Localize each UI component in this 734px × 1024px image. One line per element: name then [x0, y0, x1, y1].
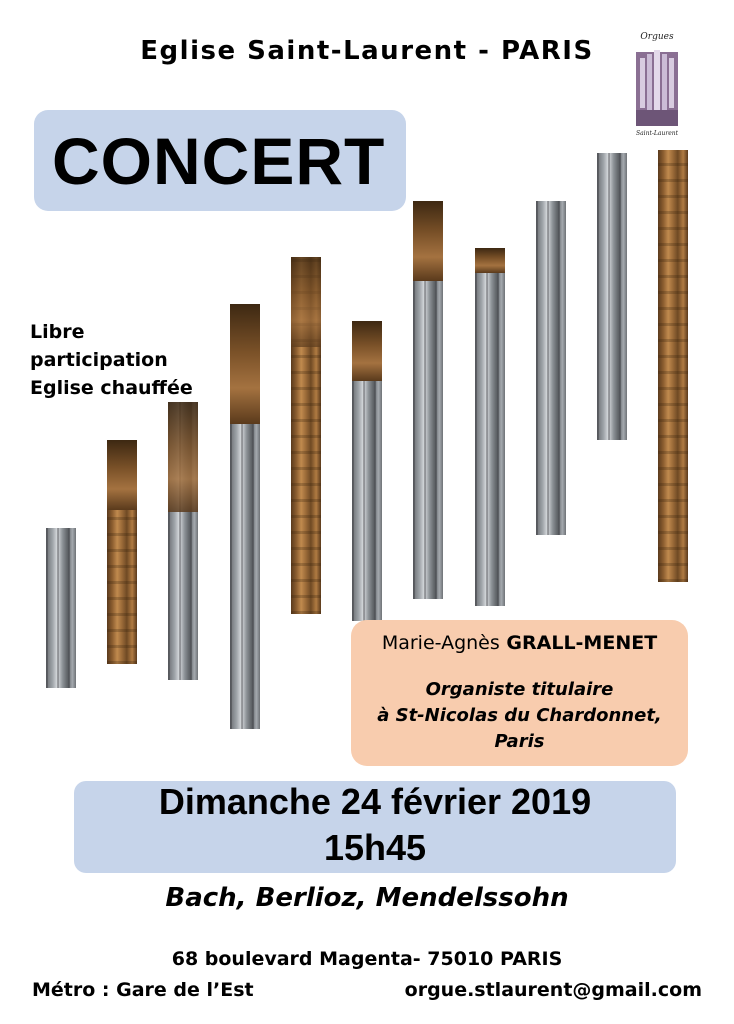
organ-pipe-strip [536, 201, 566, 535]
admission-line-2: participation [30, 349, 168, 371]
logo-top-text: Orgues [640, 32, 674, 42]
artist-role [351, 677, 688, 755]
organ-pipe-strip [168, 402, 198, 680]
organ-logo [626, 32, 688, 146]
organ-pipe-strip [658, 150, 688, 582]
organ-pipe-strip [352, 321, 382, 621]
admission-line-1: Libre [30, 321, 85, 343]
contact-email[interactable]: orgue.stlaurent@gmail.com [404, 979, 702, 1001]
venue-address: 68 boulevard Magenta- 75010 PARIS [171, 948, 563, 970]
artist-name [351, 632, 688, 654]
artist-role-line-2: à St-Nicolas du Chardonnet, [377, 705, 662, 726]
admission-line-3: Eglise chauffée [30, 377, 193, 399]
event-date: Dimanche 24 février 2019 [158, 781, 592, 822]
admission-info [30, 318, 193, 402]
program-composers: Bach, Berlioz, Mendelssohn [165, 883, 569, 913]
artist-last-name: GRALL-MENET [506, 632, 658, 654]
church-title: Eglise Saint-Laurent - PARIS [140, 36, 594, 66]
organ-icon [634, 46, 680, 128]
event-time: 15h45 [323, 827, 427, 868]
organ-pipe-strip [230, 304, 260, 729]
organ-pipe-strip [291, 257, 321, 614]
organ-pipe-strip [597, 153, 627, 440]
organ-pipe-strip [413, 201, 443, 599]
artist-role-line-1: Organiste titulaire [425, 679, 614, 700]
artist-role-line-3: Paris [494, 731, 545, 752]
concert-title: CONCERT [52, 124, 386, 198]
organ-pipe-strip [107, 440, 137, 664]
artist-first-name: Marie-Agnès [381, 632, 500, 654]
organ-pipe-strip [46, 528, 76, 688]
logo-bottom-text: Saint-Laurent [635, 130, 679, 137]
metro-info: Métro : Gare de l’Est [32, 979, 254, 1001]
organ-pipe-strip [475, 248, 505, 606]
